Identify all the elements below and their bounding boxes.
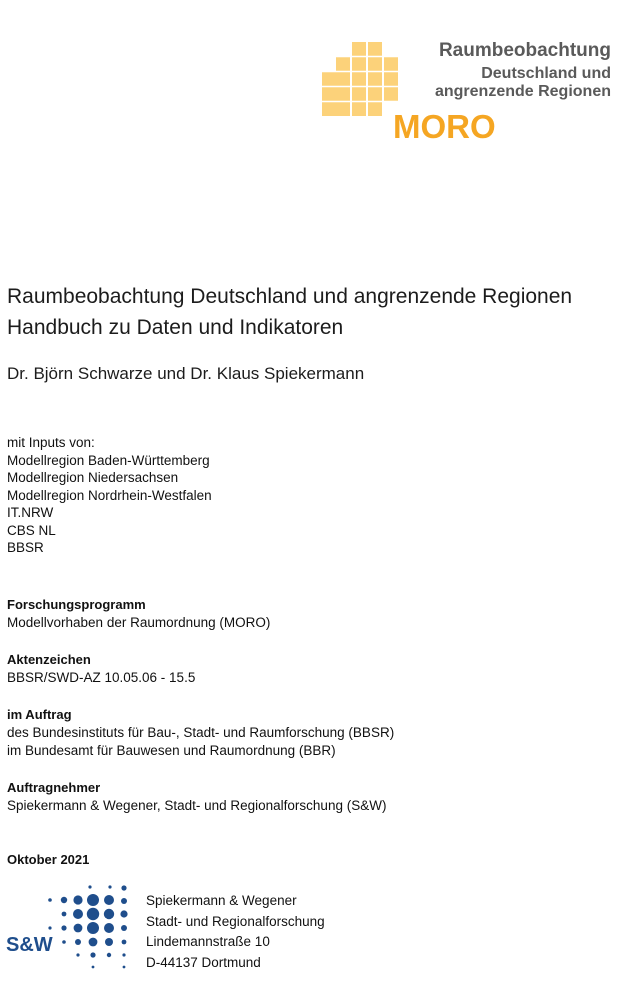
inputs-item: CBS NL [7, 522, 56, 538]
inputs-item: Modellregion Baden-Württemberg [7, 452, 210, 468]
inputs-item: IT.NRW [7, 505, 54, 520]
research-program-section [7, 596, 270, 632]
document-title: Raumbeobachtung Deutschland und angrenzende Regionen [7, 285, 573, 308]
inputs-section [7, 434, 212, 557]
document-subtitle: Handbuch zu Daten und Indikatoren [7, 316, 344, 339]
file-number-value: BBSR/SWD-AZ 10.05.06 - 15.5 [7, 670, 196, 685]
moro-logo-squares-icon [322, 42, 400, 116]
moro-wordmark: MORO [393, 108, 496, 145]
research-program-label: Forschungsprogramm [7, 597, 146, 612]
commissioned-line1: des Bundesinstituts für Bau-, Stadt- und Raumforschung (BBSR) [7, 725, 395, 740]
sw-address-line: Stadt- und Regionalforschung [146, 913, 325, 929]
commissioned-label: im Auftrag [7, 707, 72, 722]
inputs-item: Modellregion Nordrhein-Westfalen [7, 487, 212, 503]
research-program-value: Modellvorhaben der Raumordnung (MORO) [7, 615, 271, 630]
sw-logo-text: S&W [6, 934, 53, 956]
inputs-heading: mit Inputs von: [7, 435, 95, 450]
file-number-label: Aktenzeichen [7, 652, 91, 667]
date-section [7, 851, 89, 869]
contractor-section [7, 779, 386, 815]
authors: Dr. Björn Schwarze und Dr. Klaus Spiekermann [7, 364, 365, 383]
sw-address [146, 891, 325, 973]
sw-logo-icon [6, 884, 134, 974]
contractor-value: Spiekermann & Wegener, Stadt- und Regionalforschung (S&W) [7, 798, 387, 813]
publication-date: Oktober 2021 [7, 852, 90, 867]
inputs-item: Modellregion Niedersachsen [7, 470, 179, 485]
logo-title-line1: Raumbeobachtung [438, 40, 611, 61]
logo-title-line2: Deutschland und [481, 65, 611, 82]
sw-address-line: Lindemannstraße 10 [146, 934, 270, 949]
file-number-section [7, 651, 195, 687]
contractor-label: Auftragnehmer [7, 780, 101, 795]
commissioned-line2: im Bundesamt für Bauwesen und Raumordnung (BBR) [7, 743, 336, 758]
logo-title-line3: angrenzende Regionen [434, 83, 611, 100]
sw-address-line: D-44137 Dortmund [146, 954, 261, 970]
sw-address-line: Spiekermann & Wegener [146, 893, 297, 908]
commissioned-section [7, 706, 394, 760]
inputs-item: BBSR [7, 540, 44, 555]
